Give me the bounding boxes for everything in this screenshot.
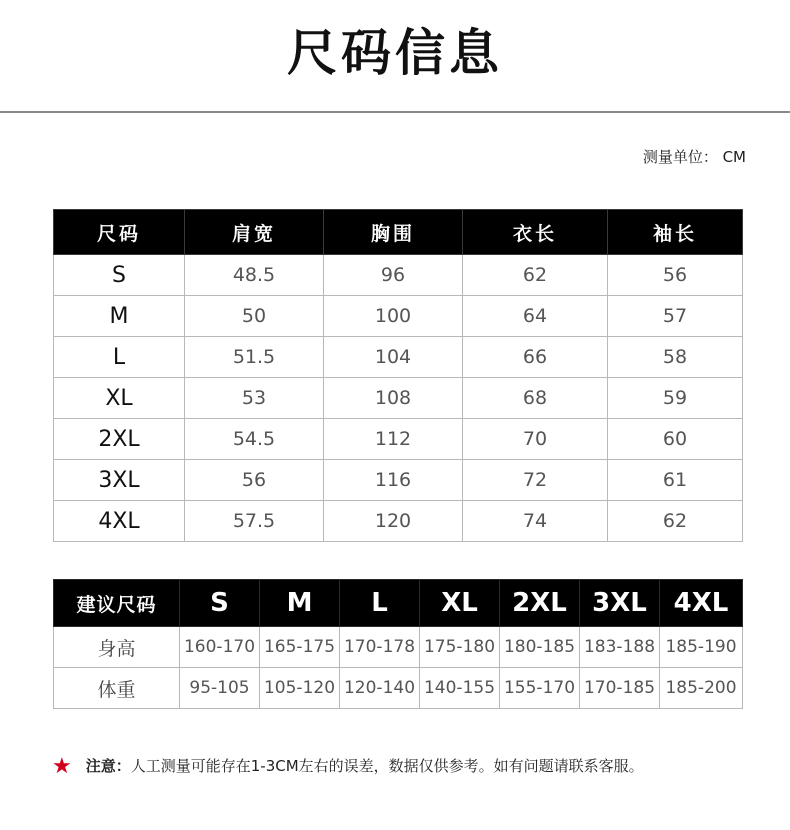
table-row [54,296,743,337]
header-cell: M [260,580,340,627]
value-cell: 180-185 [500,627,580,668]
size-cell: L [54,337,185,378]
value-cell: 53 [185,378,324,419]
header-cell: 袖长 [608,210,743,255]
measurement-unit: 测量单位： CM [642,148,746,166]
value-cell: 51.5 [185,337,324,378]
page-title: 尺码信息 [287,24,503,82]
value-cell: 170-178 [340,627,420,668]
value-cell: 140-155 [420,668,500,709]
size-cell: 3XL [54,460,185,501]
value-cell: 62 [463,255,608,296]
title-divider [0,111,790,113]
star-icon: ★ [52,754,72,779]
value-cell: 59 [608,378,743,419]
value-cell: 170-185 [580,668,660,709]
value-cell: 60 [608,419,743,460]
value-cell: 96 [324,255,463,296]
value-cell: 185-200 [660,668,743,709]
table-row [54,501,743,542]
header-cell: 建议尺码 [54,580,180,627]
table-row [54,378,743,419]
value-cell: 62 [608,501,743,542]
table-row [54,460,743,501]
header-cell: 胸围 [324,210,463,255]
value-cell: 185-190 [660,627,743,668]
value-cell: 61 [608,460,743,501]
value-cell: 112 [324,419,463,460]
value-cell: 175-180 [420,627,500,668]
size-cell: XL [54,378,185,419]
value-cell: 57 [608,296,743,337]
size-table [53,209,743,542]
value-cell: 108 [324,378,463,419]
value-cell: 120 [324,501,463,542]
size-cell: 2XL [54,419,185,460]
header-cell: 尺码 [54,210,185,255]
value-cell: 165-175 [260,627,340,668]
table-row [54,627,743,668]
size-cell: S [54,255,185,296]
value-cell: 95-105 [180,668,260,709]
value-cell: 160-170 [180,627,260,668]
table-row [54,337,743,378]
value-cell: 57.5 [185,501,324,542]
header-cell: 4XL [660,580,743,627]
value-cell: 120-140 [340,668,420,709]
value-cell: 70 [463,419,608,460]
value-cell: 116 [324,460,463,501]
value-cell: 72 [463,460,608,501]
recommend-table-header [54,580,743,627]
value-cell: 64 [463,296,608,337]
disclaimer-note [52,754,644,779]
row-label: 身高 [54,627,180,668]
header-cell: XL [420,580,500,627]
value-cell: 100 [324,296,463,337]
row-label: 体重 [54,668,180,709]
header-cell: 肩宽 [185,210,324,255]
value-cell: 50 [185,296,324,337]
value-cell: 66 [463,337,608,378]
value-cell: 48.5 [185,255,324,296]
note-text: 人工测量可能存在1-3CM左右的误差，数据仅供参考。如有问题请联系客服。 [130,757,644,775]
table-row [54,668,743,709]
size-table-header [54,210,743,255]
header-cell: 2XL [500,580,580,627]
value-cell: 183-188 [580,627,660,668]
value-cell: 105-120 [260,668,340,709]
header-cell: 3XL [580,580,660,627]
value-cell: 58 [608,337,743,378]
value-cell: 54.5 [185,419,324,460]
header-cell: S [180,580,260,627]
value-cell: 155-170 [500,668,580,709]
size-cell: M [54,296,185,337]
value-cell: 56 [185,460,324,501]
value-cell: 74 [463,501,608,542]
value-cell: 56 [608,255,743,296]
value-cell: 68 [463,378,608,419]
size-cell: 4XL [54,501,185,542]
table-row [54,419,743,460]
note-label: 注意： [85,757,131,775]
header-cell: 衣长 [463,210,608,255]
value-cell: 104 [324,337,463,378]
table-row [54,255,743,296]
recommend-size-table [53,579,743,709]
header-cell: L [340,580,420,627]
